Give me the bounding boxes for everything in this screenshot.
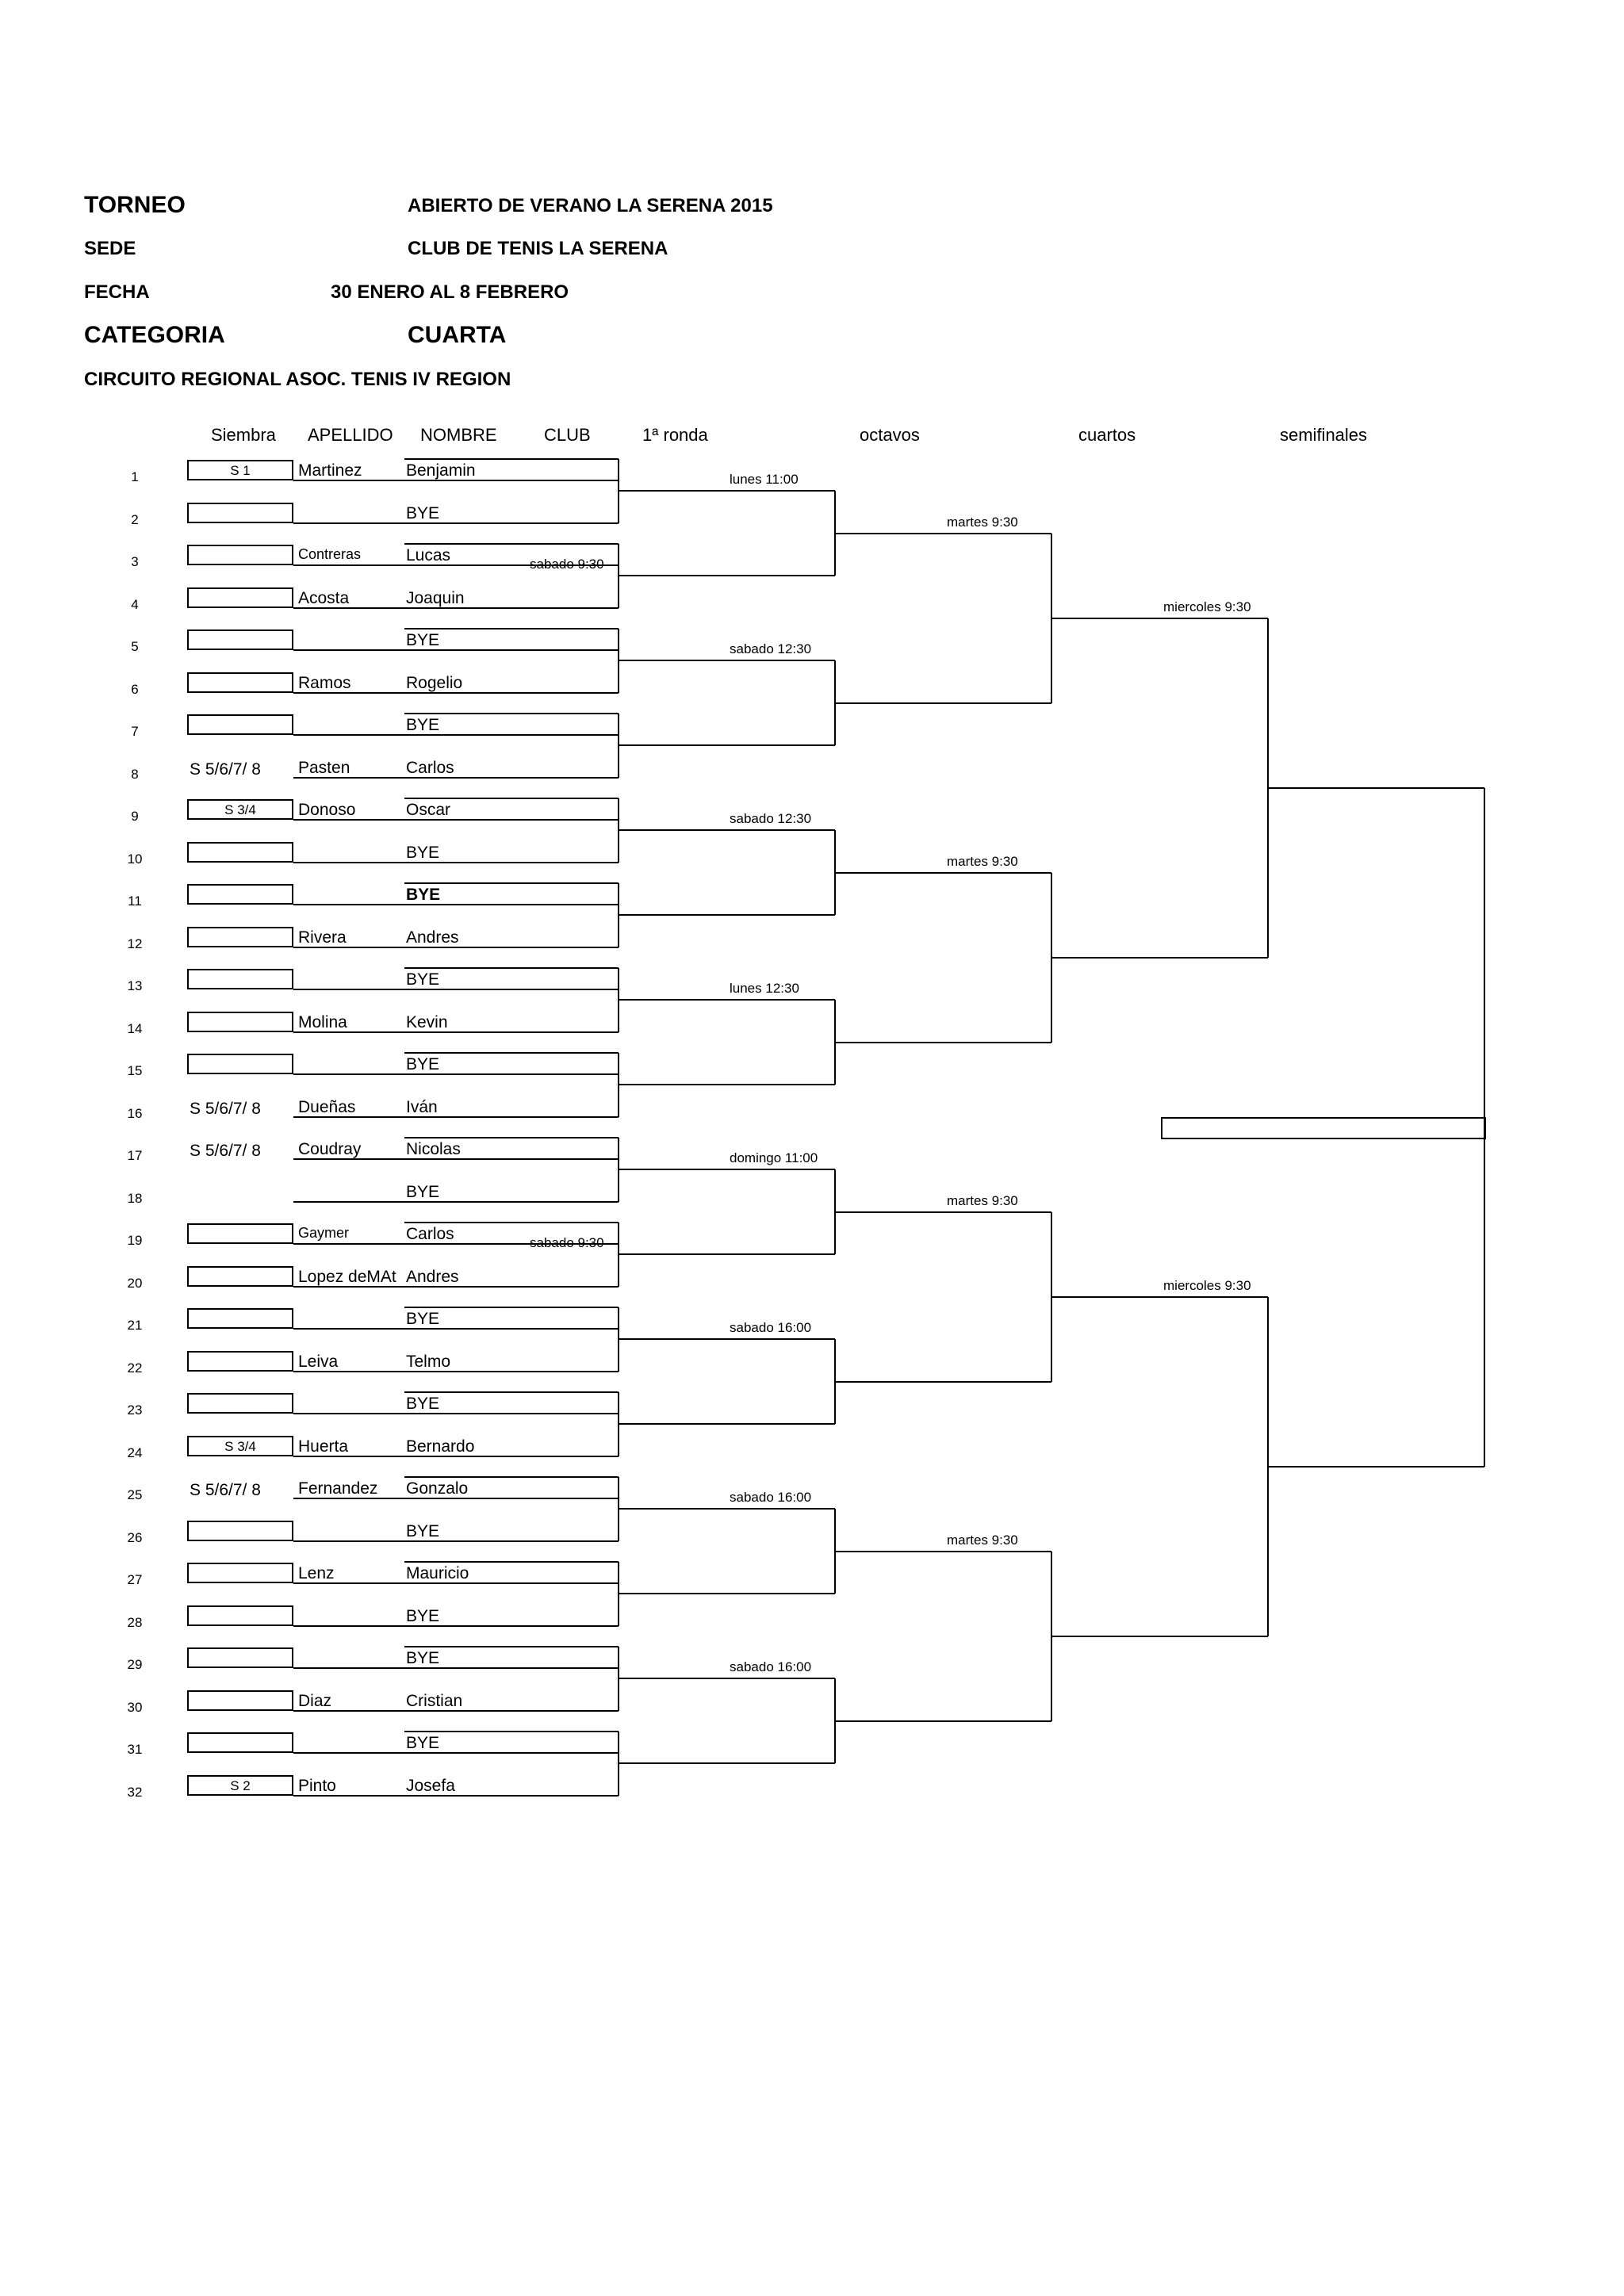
round1-winner-line xyxy=(619,1169,835,1170)
octavos-winner-line xyxy=(835,1551,1051,1552)
draw-position-number: 29 xyxy=(127,1657,143,1672)
semifinal-winner-line xyxy=(1268,787,1484,789)
match-schedule: sabado 12:30 xyxy=(730,641,812,657)
player-line xyxy=(293,1540,619,1542)
draw-position-number: 5 xyxy=(131,639,139,654)
match-schedule: martes 9:30 xyxy=(947,853,1018,869)
player-line xyxy=(293,1625,619,1627)
octavos-winner-line xyxy=(835,533,1051,534)
player-line xyxy=(293,1667,619,1669)
col-cuartos: cuartos xyxy=(1078,425,1136,445)
player-apellido: Martinez xyxy=(298,461,362,480)
draw-position-number: 9 xyxy=(131,809,139,824)
player-apellido: Acosta xyxy=(298,588,350,607)
player-line xyxy=(404,628,619,629)
draw-position-number: 6 xyxy=(131,681,139,697)
cuartos-winner-line xyxy=(1051,618,1268,619)
player-line xyxy=(293,1498,619,1499)
player-nombre: Andres xyxy=(406,1267,459,1286)
player-line xyxy=(293,1116,619,1118)
draw-position-number: 28 xyxy=(127,1614,143,1630)
player-line xyxy=(293,1031,619,1033)
match-schedule: martes 9:30 xyxy=(947,1532,1018,1548)
player-apellido: Lopez deMAt xyxy=(298,1267,396,1286)
col-club: CLUB xyxy=(544,425,591,445)
round1-winner-line xyxy=(619,1253,835,1255)
player-line xyxy=(293,480,619,481)
player-nombre: Kevin xyxy=(406,1012,448,1031)
seed-box xyxy=(187,1563,293,1583)
circuito-title: CIRCUITO REGIONAL ASOC. TENIS IV REGION xyxy=(84,369,511,390)
player-nombre: Carlos xyxy=(406,758,454,777)
player-nombre: BYE xyxy=(406,1182,440,1201)
player-nombre: Benjamin xyxy=(406,461,476,480)
seed-box xyxy=(187,629,293,650)
col-ronda1: 1ª ronda xyxy=(642,425,708,445)
player-nombre: BYE xyxy=(406,1395,440,1413)
player-line xyxy=(293,1752,619,1754)
seed-label: S 2 xyxy=(230,1777,251,1793)
match-schedule: lunes 12:30 xyxy=(730,981,799,997)
draw-position-number: 7 xyxy=(131,724,139,739)
round1-winner-line xyxy=(619,744,835,746)
col-siembra: Siembra xyxy=(211,425,276,445)
draw-position-number: 27 xyxy=(127,1572,143,1587)
player-nombre: BYE xyxy=(406,1606,440,1625)
player-apellido: Fernandez xyxy=(298,1479,378,1498)
col-nombre: NOMBRE xyxy=(420,425,497,445)
seed-box xyxy=(187,714,293,735)
seed-label: S 3/4 xyxy=(224,802,256,817)
player-line xyxy=(404,798,619,799)
player-line xyxy=(293,1710,619,1712)
seed-box xyxy=(187,587,293,608)
player-nombre: BYE xyxy=(406,503,440,522)
cuartos-winner-line xyxy=(1051,1636,1268,1637)
player-line xyxy=(404,1222,619,1223)
player-apellido: Huerta xyxy=(298,1437,349,1456)
round1-winner-line xyxy=(619,575,835,576)
seed-box xyxy=(187,545,293,565)
player-nombre: BYE xyxy=(406,886,441,904)
draw-position-number: 32 xyxy=(127,1784,143,1800)
player-line xyxy=(404,967,619,969)
torneo-label: TORNEO xyxy=(84,192,186,218)
seed-box xyxy=(187,1732,293,1753)
player-nombre: BYE xyxy=(406,1310,440,1328)
round1-winner-line xyxy=(619,490,835,492)
player-line xyxy=(293,1328,619,1330)
player-line xyxy=(404,1731,619,1732)
round1-winner-line xyxy=(619,829,835,831)
player-line xyxy=(293,522,619,524)
octavos-winner-line xyxy=(835,702,1051,704)
player-line xyxy=(293,649,619,651)
draw-position-number: 30 xyxy=(127,1699,143,1715)
seed-box xyxy=(187,1266,293,1287)
draw-position-number: 11 xyxy=(128,894,142,909)
player-nombre: Oscar xyxy=(406,801,451,819)
player-nombre: BYE xyxy=(406,843,440,862)
player-line xyxy=(404,1476,619,1478)
player-nombre: Lucas xyxy=(406,546,451,564)
match-schedule: martes 9:30 xyxy=(947,514,1018,530)
player-line xyxy=(293,947,619,948)
seed-box xyxy=(187,1308,293,1329)
seed-box xyxy=(187,1351,293,1372)
col-octavos: octavos xyxy=(860,425,920,445)
player-line xyxy=(293,862,619,863)
player-apellido: Pasten xyxy=(298,758,350,777)
draw-position-number: 2 xyxy=(131,511,139,527)
player-line xyxy=(404,1052,619,1054)
round1-winner-line xyxy=(619,1508,835,1510)
player-apellido: Lenz xyxy=(298,1564,335,1582)
player-line xyxy=(293,734,619,736)
match-schedule: sabado 9:30 xyxy=(530,557,604,572)
player-nombre: BYE xyxy=(406,970,440,989)
sede-label: SEDE xyxy=(84,238,136,259)
player-nombre: Carlos xyxy=(406,1225,454,1243)
match-schedule: sabado 12:30 xyxy=(730,811,812,827)
match-schedule: sabado 16:00 xyxy=(730,1659,812,1675)
draw-position-number: 25 xyxy=(127,1487,143,1502)
player-line xyxy=(293,692,619,694)
seed-box xyxy=(187,1647,293,1668)
fecha-value: 30 ENERO AL 8 FEBRERO xyxy=(331,281,569,303)
player-line xyxy=(404,1391,619,1393)
draw-position-number: 20 xyxy=(127,1275,143,1291)
draw-position-number: 26 xyxy=(127,1529,143,1545)
categoria-label: CATEGORIA xyxy=(84,322,225,348)
seed-box xyxy=(187,884,293,905)
player-nombre: Cristian xyxy=(406,1691,463,1710)
round1-winner-line xyxy=(619,999,835,1001)
draw-position-number: 13 xyxy=(127,978,143,993)
octavos-winner-line xyxy=(835,1042,1051,1043)
player-apellido: Leiva xyxy=(298,1352,339,1371)
player-apellido: Ramos xyxy=(298,673,351,692)
player-nombre: BYE xyxy=(406,1521,440,1540)
player-nombre: BYE xyxy=(406,631,440,649)
seed-box xyxy=(187,927,293,947)
round1-winner-line xyxy=(619,1678,835,1679)
player-line xyxy=(293,1413,619,1414)
player-line xyxy=(404,1137,619,1138)
seed-box xyxy=(187,1054,293,1074)
player-line xyxy=(293,1073,619,1075)
player-apellido: Dueñas xyxy=(298,1097,356,1116)
match-schedule: martes 9:30 xyxy=(947,1192,1018,1208)
draw-position-number: 10 xyxy=(127,851,143,867)
player-nombre: Josefa xyxy=(406,1776,455,1795)
player-line xyxy=(293,819,619,821)
player-nombre: Telmo xyxy=(406,1352,451,1371)
champion-box xyxy=(1161,1117,1486,1139)
player-apellido: Contreras xyxy=(298,546,362,562)
player-apellido: Molina xyxy=(298,1012,347,1031)
seed-box xyxy=(187,672,293,693)
seed-box xyxy=(187,1012,293,1032)
seed-label: S 3/4 xyxy=(224,1438,256,1454)
player-nombre: BYE xyxy=(406,1649,440,1667)
match-schedule: sabado 16:00 xyxy=(730,1490,812,1506)
player-nombre: Andres xyxy=(406,928,459,947)
draw-position-number: 12 xyxy=(127,936,143,951)
octavos-winner-line xyxy=(835,872,1051,874)
player-nombre: Bernardo xyxy=(406,1437,475,1456)
round1-winner-line xyxy=(619,1423,835,1425)
player-line xyxy=(404,1307,619,1308)
semifinal-winner-line xyxy=(1268,1466,1484,1468)
draw-position-number: 15 xyxy=(127,1063,143,1078)
draw-position-number: 19 xyxy=(127,1233,143,1248)
seed-box xyxy=(187,969,293,989)
draw-position-number: 23 xyxy=(127,1402,143,1418)
player-line xyxy=(404,458,619,460)
seed-box xyxy=(187,1521,293,1541)
draw-position-number: 17 xyxy=(127,1148,143,1163)
player-nombre: BYE xyxy=(406,1734,440,1752)
player-nombre: Mauricio xyxy=(406,1564,469,1582)
player-line xyxy=(293,1456,619,1457)
player-apellido: Gaymer xyxy=(298,1225,350,1241)
match-schedule: miercoles 9:30 xyxy=(1163,599,1251,614)
player-line xyxy=(293,777,619,779)
player-line xyxy=(293,1582,619,1584)
player-apellido: Coudray xyxy=(298,1140,362,1158)
player-nombre: BYE xyxy=(406,1055,440,1073)
player-apellido: Donoso xyxy=(298,801,356,819)
octavos-winner-line xyxy=(835,1381,1051,1383)
draw-position-number: 18 xyxy=(127,1190,143,1206)
draw-position-number: 8 xyxy=(131,766,139,782)
player-line xyxy=(293,1371,619,1372)
draw-position-number: 1 xyxy=(131,469,139,484)
seed-label: S 5/6/7/ 8 xyxy=(190,1142,261,1160)
seed-label: S 1 xyxy=(230,463,251,478)
seed-label: S 5/6/7/ 8 xyxy=(190,1481,261,1499)
round1-winner-line xyxy=(619,1338,835,1340)
round1-winner-line xyxy=(619,1593,835,1594)
player-line xyxy=(404,882,619,884)
player-apellido: Rivera xyxy=(298,928,347,947)
player-line xyxy=(293,1158,619,1160)
draw-position-number: 3 xyxy=(131,554,139,569)
match-schedule: sabado 16:00 xyxy=(730,1320,812,1336)
round1-winner-line xyxy=(619,914,835,916)
cuartos-winner-line xyxy=(1051,957,1268,959)
player-apellido: Diaz xyxy=(298,1691,332,1710)
player-line xyxy=(404,1646,619,1647)
player-line xyxy=(293,607,619,609)
octavos-winner-line xyxy=(835,1211,1051,1213)
categoria-value: CUARTA xyxy=(408,322,507,348)
player-nombre: BYE xyxy=(406,716,440,734)
seed-box xyxy=(187,1393,293,1414)
col-semifinales: semifinales xyxy=(1280,425,1368,445)
draw-position-number: 14 xyxy=(127,1020,143,1036)
player-line xyxy=(293,1795,619,1797)
seed-box xyxy=(187,1223,293,1244)
player-apellido: Pinto xyxy=(298,1776,336,1795)
draw-position-number: 24 xyxy=(127,1445,143,1460)
player-line xyxy=(293,989,619,990)
match-schedule: domingo 11:00 xyxy=(730,1150,818,1166)
player-line xyxy=(404,713,619,714)
player-nombre: Joaquin xyxy=(406,588,465,607)
player-nombre: Nicolas xyxy=(406,1140,461,1158)
draw-position-number: 22 xyxy=(127,1360,143,1376)
draw-position-number: 16 xyxy=(127,1105,143,1121)
player-line xyxy=(293,1286,619,1288)
player-line xyxy=(404,543,619,545)
seed-label: S 5/6/7/ 8 xyxy=(190,1099,261,1118)
draw-position-number: 31 xyxy=(127,1742,143,1757)
seed-box xyxy=(187,842,293,863)
match-schedule: miercoles 9:30 xyxy=(1163,1277,1251,1293)
player-nombre: Gonzalo xyxy=(406,1479,469,1498)
torneo-value: ABIERTO DE VERANO LA SERENA 2015 xyxy=(408,195,773,216)
round1-winner-line xyxy=(619,1084,835,1085)
match-schedule: lunes 11:00 xyxy=(730,472,799,488)
player-line xyxy=(293,904,619,905)
fecha-label: FECHA xyxy=(84,281,150,303)
cuartos-winner-line xyxy=(1051,1296,1268,1298)
round1-winner-line xyxy=(619,660,835,661)
seed-box xyxy=(187,1690,293,1711)
draw-position-number: 4 xyxy=(131,596,139,612)
player-line xyxy=(293,1201,619,1203)
seed-box xyxy=(187,503,293,523)
draw-position-number: 21 xyxy=(127,1318,143,1333)
seed-box xyxy=(187,1605,293,1626)
player-line xyxy=(404,1561,619,1563)
player-nombre: Rogelio xyxy=(406,673,463,692)
player-nombre: Iván xyxy=(406,1097,438,1116)
round1-winner-line xyxy=(619,1762,835,1764)
sede-value: CLUB DE TENIS LA SERENA xyxy=(408,238,668,259)
seed-label: S 5/6/7/ 8 xyxy=(190,760,261,779)
match-schedule: sabado 9:30 xyxy=(530,1235,604,1251)
col-apellido: APELLIDO xyxy=(308,425,393,445)
octavos-winner-line xyxy=(835,1720,1051,1722)
